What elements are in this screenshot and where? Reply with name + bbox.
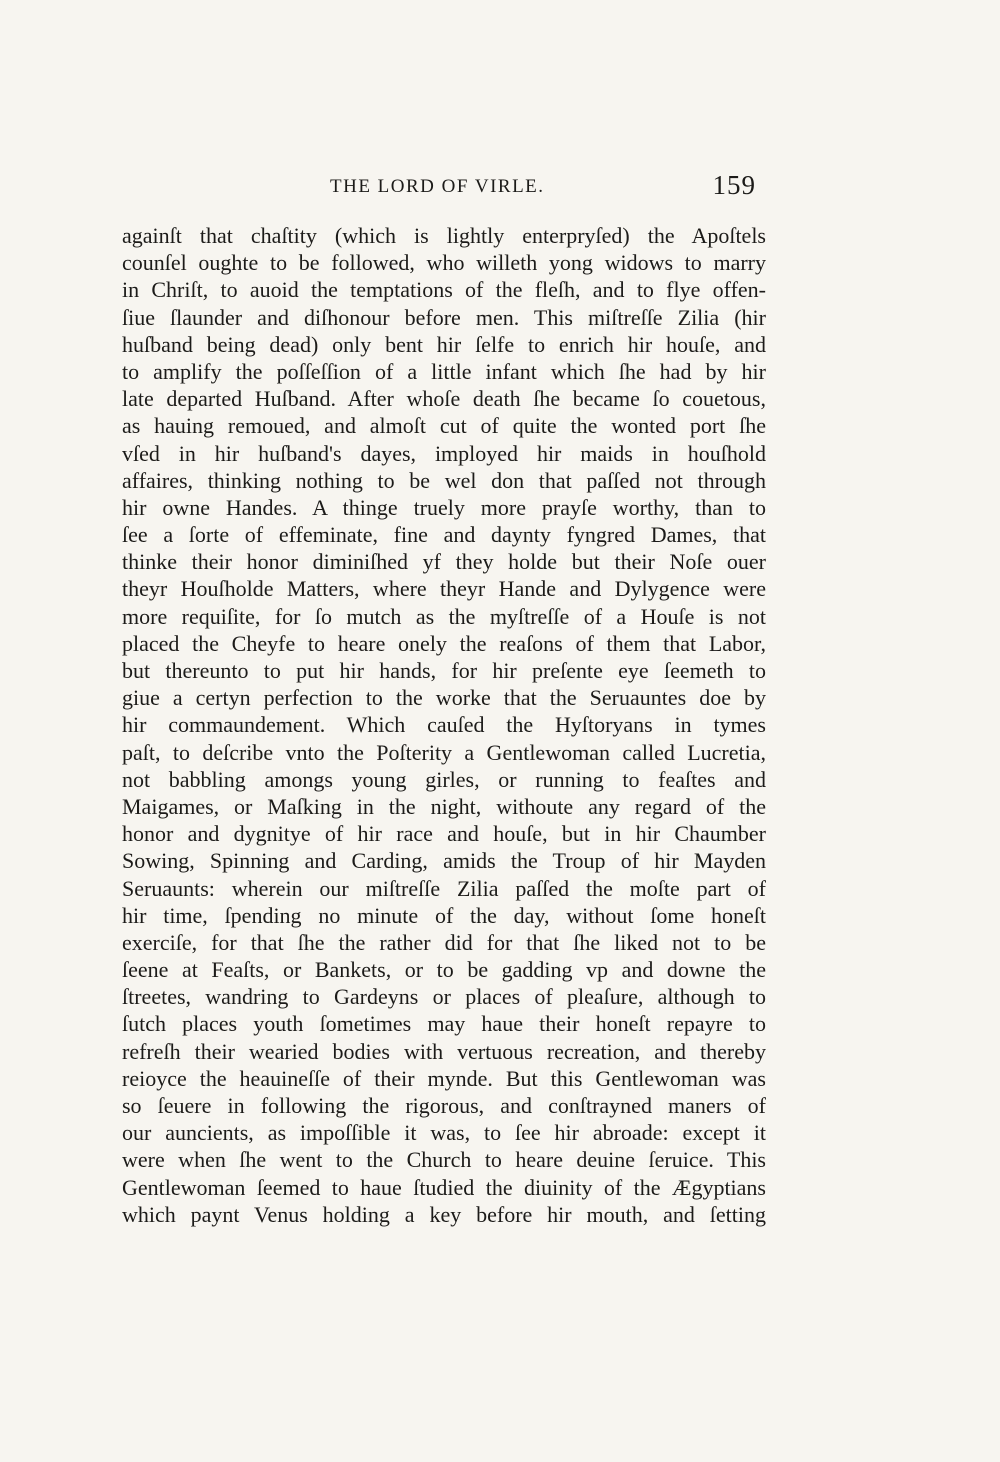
text-line: were when ſhe went to the Church to heare deuine ſeruice. This bbox=[122, 1147, 766, 1173]
text-line: late departed Huſband. After whoſe death ſhe became ſo couetous, bbox=[122, 386, 766, 412]
text-line: our auncients, as impoſſible it was, to ſee hir abroade: except it bbox=[122, 1120, 766, 1146]
text-line: hir time, ſpending no minute of the day, without ſome honeſt bbox=[122, 902, 766, 928]
text-line: more requiſite, for ſo mutch as the myſtreſſe of a Houſe is not bbox=[122, 603, 766, 629]
text-line: ſee a ſorte of effeminate, fine and daynty fyngred Dames, that bbox=[122, 522, 766, 548]
text-line: ſeene at Feaſts, or Bankets, or to be gadding vp and downe the bbox=[122, 957, 766, 983]
text-line: affaires, thinking nothing to be wel don that paſſed not through bbox=[122, 467, 766, 493]
body-text bbox=[122, 222, 766, 1228]
text-line: ſiue ſlaunder and diſhonour before men. This miſtreſſe Zilia (hir bbox=[122, 304, 766, 330]
text-line: huſband being dead) only bent hir ſelfe to enrich hir houſe, and bbox=[122, 331, 766, 357]
text-line: counſel oughte to be followed, who willeth yong widows to marry bbox=[122, 250, 766, 276]
text-line: as hauing remoued, and almoſt cut of quite the wonted port ſhe bbox=[122, 413, 766, 439]
text-line: in Chriſt, to auoid the temptations of the fleſh, and to flye offen- bbox=[122, 277, 766, 303]
text-line: Sowing, Spinning and Carding, amids the Troup of hir Mayden bbox=[122, 848, 766, 874]
text-line: Seruaunts: wherein our miſtreſſe Zilia paſſed the moſte part of bbox=[122, 875, 766, 901]
text-line: paſt, to deſcribe vnto the Poſterity a Gentlewoman called Lucretia, bbox=[122, 739, 766, 765]
text-line: giue a certyn perfection to the worke that the Seruauntes doe by bbox=[122, 685, 766, 711]
text-line: not babbling amongs young girles, or running to feaſtes and bbox=[122, 766, 766, 792]
text-line: Maigames, or Maſking in the night, withoute any regard of the bbox=[122, 793, 766, 819]
text-line: but thereunto to put hir hands, for hir preſente eye ſeemeth to bbox=[122, 658, 766, 683]
text-line: so ſeuere in following the rigorous, and conſtrayned maners of bbox=[122, 1093, 766, 1118]
running-title: THE LORD OF VIRLE. bbox=[330, 176, 545, 197]
text-line: reioyce the heauineſſe of their mynde. But this Gentlewoman was bbox=[122, 1065, 766, 1091]
text-line: hir owne Handes. A thinge truely more prayſe worthy, than to bbox=[122, 494, 766, 520]
text-line: honor and dygnitye of hir race and houſe, but in hir Chaumber bbox=[122, 821, 766, 847]
text-line: Gentlewoman ſeemed to haue ſtudied the diuinity of the Ægyptians bbox=[122, 1174, 766, 1200]
text-line: ſtreetes, wandring to Gardeyns or places of pleaſure, although to bbox=[122, 984, 766, 1010]
text-line: thinke their honor diminiſhed yf they holde but their Noſe ouer bbox=[122, 549, 766, 575]
text-line: to amplify the poſſeſſion of a little infant which ſhe had by hir bbox=[122, 358, 766, 384]
page-number: 159 bbox=[712, 170, 756, 200]
running-head bbox=[120, 170, 760, 204]
text-line: hir commaundement. Which cauſed the Hyſtoryans in tymes bbox=[122, 712, 766, 738]
text-line: theyr Houſholde Matters, where theyr Hande and Dylygence were bbox=[122, 576, 766, 602]
text-line: ſutch places youth ſometimes may haue their honeſt repayre to bbox=[122, 1011, 766, 1037]
text-line: againſt that chaſtity (which is lightly enterpryſed) the Apoſtels bbox=[122, 223, 766, 248]
text-line: vſed in hir huſband's dayes, imployed hir maids in houſhold bbox=[122, 440, 766, 466]
text-line: refreſh their wearied bodies with vertuous recreation, and thereby bbox=[122, 1038, 766, 1064]
text-line: placed the Cheyfe to heare onely the reaſons of them that Labor, bbox=[122, 630, 766, 656]
text-line: which paynt Venus holding a key before hir mouth, and ſetting bbox=[122, 1201, 766, 1227]
text-line: exerciſe, for that ſhe the rather did for that ſhe liked not to be bbox=[122, 929, 766, 955]
